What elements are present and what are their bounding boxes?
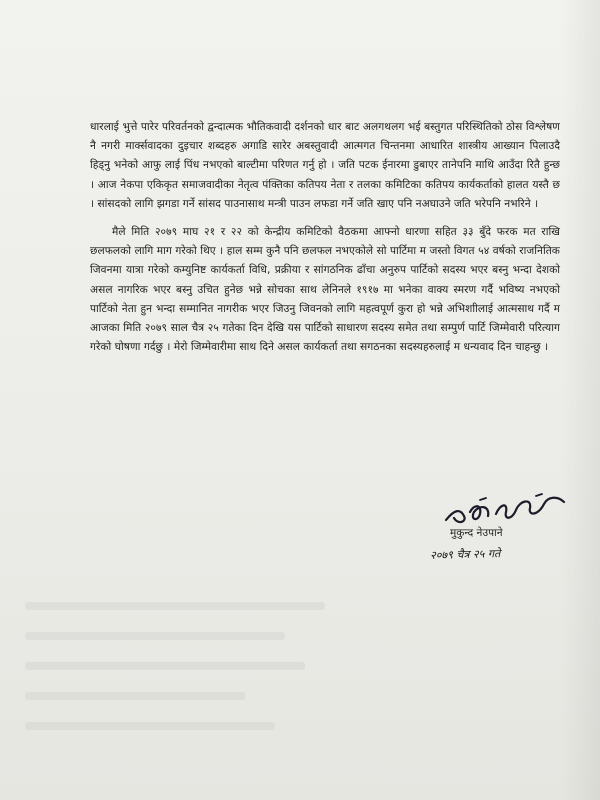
letter-body	[90, 118, 560, 357]
handwritten-signature	[440, 490, 572, 530]
paragraph-1: धारलाई भुत्ते पारेर परिवर्तनको द्वन्दात्मक भौतिकवादी दर्शनको धार बाट अलगथलग भई बस्तुगत परिस्थितिको ठोस विश्लेषण नै नगरी मार्क्सवादका दुइचार शब्दहरु अगाडि सारेर अबस्तुवादी आत्मगत चिन्तनमा आधारित शास्त्रीय आख्यान पिलाउदै हिड्नु भनेको आफु लाई पिंध नभएको बाल्टीमा परिणत गर्नु हो । जति पटक ईनारमा डुबाएर तानेपनि माथि आउँदा रितै हुन्छ । आज नेकपा एकिकृत समाजवादीका नेतृत्व पंक्तिका कतिपय नेता र तलका कमिटिका कतिपय कार्यकर्ताको हालत यस्तै छ । सांसदको लागि झगडा गर्ने सांसद पाउनासाथ मन्त्री पाउन लफडा गर्ने जति खाए पनि नअघाउने जति भरेपनि नभरिने ।	[90, 121, 560, 210]
signature-block	[412, 490, 582, 580]
bleed-through-mark	[25, 632, 285, 640]
bleed-through-mark	[25, 662, 305, 670]
signature-date: २०७९ चैत्र २५ गते	[429, 547, 501, 562]
paragraph-2: मैले मिति २०७९ माघ २१ र २२ को केन्द्रीय कमिटिको वैठकमा आफ्नो धारणा सहित ३३ बुँदे फरक मत राखि छलफलको लागि माग गरेको थिए । हाल सम्म कुनै पनि छलफल नभएकोले सो पार्टिमा म जस्तो विगत ५४ वर्षको राजनितिक जिवनमा यात्रा गरेको कम्युनिष्ट कार्यकर्ता विधि, प्रक्रीया र सांगठनिक ढाँचा अनुरुप पार्टिको सदस्य भएर बस्नु भन्दा देशको असल नागरिक भएर बस्नु उचित हुनेछ भन्ने सोचका साथ लेनिनले १९१७ मा भनेका वाक्य स्मरण गर्दै भविष्य नभएको पार्टिको नेता हुन भन्दा सम्मानित नागरीक भएर जिउनु जिवनको लागि महत्वपूर्ण कुरा हो भन्ने अभिशाीलाई आत्मसाथ गर्दै म आजका मिति २०७९ साल चैत्र २५ गतेका दिन देखि यस पार्टिको साधारण सदस्य समेत तथा सम्पुर्ण पार्टि जिम्मेवारी परित्याग गरेको घोषणा गर्दछु । मेरो जिम्मेवारीमा साथ दिने असल कार्यकर्ता तथा सगठनका सदस्यहरुलाई म धन्यवाद दिन चाहन्छु ।	[90, 226, 560, 354]
bleed-through-mark	[25, 722, 275, 730]
page-edge-shadow	[560, 0, 600, 800]
signatory-name: मुकुन्द नेउपाने	[450, 527, 503, 539]
bleed-through-mark	[25, 602, 325, 610]
bleed-through-mark	[25, 692, 245, 700]
